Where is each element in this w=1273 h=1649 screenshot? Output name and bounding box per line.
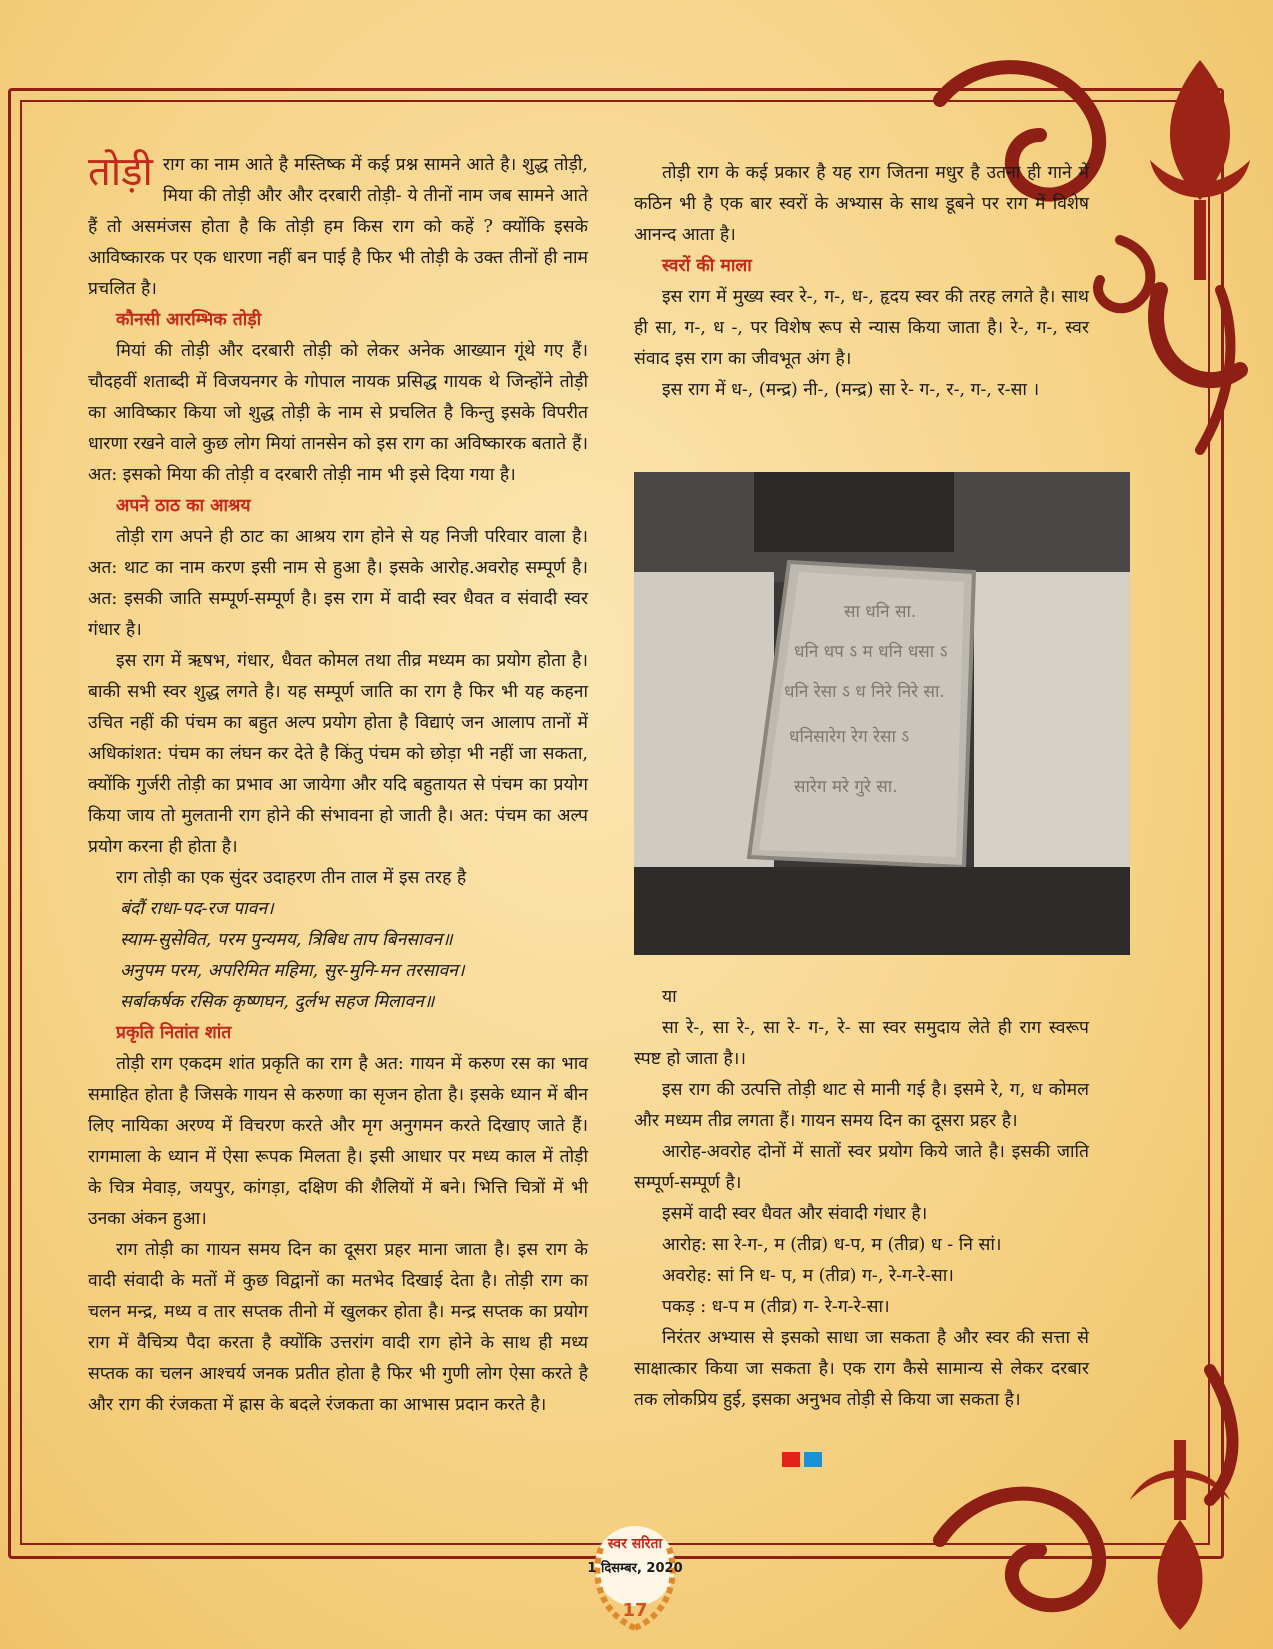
article-end-mark xyxy=(782,1452,826,1471)
paragraph: अवरोह: सां नि ध- प, म (तीव्र) ग-, रे-ग-रे-सा। xyxy=(662,1266,954,1286)
paragraph: इस राग की उत्पत्ति तोड़ी थाट से मानी गई है। इसमे रे, ग, ध कोमल और मध्यम तीव्र लगता हैं। गायन समय दिन का दूसरा प्रहर है। xyxy=(634,1080,1089,1131)
poem-line: स्याम-सुसेवित, परम पुन्यमय, त्रिबिध ताप बिनसावन॥ xyxy=(120,930,453,950)
paragraph: इस राग में ऋषभ, गंधार, धैवत कोमल तथा तीव्र मध्यम का प्रयोग होता है। बाकी सभी स्वर शुद्ध लगते है। यह सम्पूर्ण जाति का राग है फिर भी यह कहना उचित नहीं की पंचम का बहुत अल्प प्रयोग होता है विद्याएं जन आलाप तानों में अधिकांशत: पंचम का लंघन कर देते है किंतु पंचम को छोड़ा भी नहीं जा सकता, क्योंकि गुर्जरी तोड़ी का प्रभाव आ जायेगा और यदि बहुतायत से पंचम का प्रयोग किया जाय तो मुलतानी राग होने की संभावना हो जाती है। अत: पंचम का अल्प प्रयोग करना ही होता है। xyxy=(88,651,588,857)
paragraph: आरोह: सा रे-ग-, म (तीव्र) ध-प, म (तीव्र) ध - नि सां। xyxy=(662,1235,1002,1255)
paragraph: राग तोड़ी का एक सुंदर उदाहरण तीन ताल में इस तरह है xyxy=(116,868,467,888)
paragraph: आरोह-अवरोह दोनों में सातों स्वर प्रयोग किये जाते है। इसकी जाति सम्पूर्ण-सम्पूर्ण है। xyxy=(634,1142,1089,1193)
paragraph: तोड़ी राग के कई प्रकार है यह राग जितना मधुर है उतना ही गाने में कठिन भी है एक बार स्वरों के अभ्यास के साथ डूबने पर राग में विशेष आनन्द आता है। xyxy=(634,163,1089,245)
issue-date: 1 दिसम्बर, 2020 xyxy=(587,1561,683,1576)
paragraph: तोड़ी राग एकदम शांत प्रकृति का राग है अत: गायन में करुण रस का भाव समाहित होता है जिसके गायन से करुणा का सृजन होता है। इसके ध्यान में बीन लिए नायिका अरण्य में विचरण करते और मृग अनुगमन करते दिखाए जाते हैं। रागमाला के ध्यान में ऐसा रूपक मिलता है। इसी आधार पर मध्य काल में तोड़ी के चित्र मेवाड़, जयपुर, कांगड़ा, दक्षिण की शैलियों में बने। भित्ति चित्रों में भी उनका अंकन हुआ। xyxy=(88,1054,588,1229)
poem-line: सर्बाकर्षक रसिक कृष्णघन, दुर्लभ सहज मिलावन॥ xyxy=(120,992,435,1012)
inscription-line: सारेग मरे गुरे सा. xyxy=(794,777,898,797)
poem-line: अनुपम परम, अपरिमित महिमा, सुर-मुनि-मन तरसावन। xyxy=(120,961,465,981)
page-number: 17 xyxy=(622,1600,648,1621)
paragraph: या xyxy=(662,987,677,1007)
paragraph: इस राग में ध-, (मन्द्र) नी-, (मन्द्र) सा रे- ग-, र-, ग-, र-सा । xyxy=(662,380,1040,400)
end-mark-red-square xyxy=(782,1452,800,1467)
paragraph: मियां की तोड़ी और दरबारी तोड़ी को लेकर अनेक आख्यान गूंथे गए हैं। चौदहवीं शताब्दी में विजयनगर के गोपाल नायक प्रसिद्ध गायक थे जिन्होंने तोड़ी का आविष्कार किया जो शुद्ध तोड़ी के नाम से प्रचलित है किन्तु इसके विपरीत धारणा रखने वाले कुछ लोग मियां तानसेन को इस राग का अविष्कारक बताते हैं। अत: इसको मिया की तोड़ी व दरबारी तोड़ी नाम भी इसे दिया गया है। xyxy=(88,341,588,485)
paragraph: इसमें वादी स्वर धैवत और संवादी गंधार है। xyxy=(662,1204,928,1224)
paragraph: तोड़ी राग अपने ही ठाट का आश्रय राग होने से यह निजी परिवार वाला है। अत: थाट का नाम करण इसी नाम से हुआ है। इसके आरोह.अवरोह सम्पूर्ण है। अत: इसकी जाति सम्पूर्ण-सम्पूर्ण है। इस राग में वादी स्वर धैवत व संवादी स्वर गंधार है। xyxy=(88,527,588,640)
article-column-right-top xyxy=(634,158,1089,406)
paragraph: पकड़ : ध-प म (तीव्र) ग- रे-ग-रे-सा। xyxy=(662,1297,890,1317)
section-heading: अपने ठाठ का आश्रय xyxy=(116,496,251,516)
article-column-left xyxy=(88,150,588,1421)
end-mark-blue-square xyxy=(804,1452,822,1467)
inscription-line: धनि धप ऽ म धनि धसा ऽ xyxy=(794,642,948,662)
intro-paragraph xyxy=(88,150,588,305)
inscription-line: धनिसारेग रेग रेसा ऽ xyxy=(789,727,910,747)
article-column-right-bottom xyxy=(634,982,1089,1416)
intro-text: राग का नाम आते है मस्तिष्क में कई प्रश्न सामने आते है। शुद्ध तोड़ी, मिया की तोड़ी और और दरबारी तोड़ी- ये तीनों नाम जब सामने आते हैं तो असमंजस होता है कि तोड़ी हम किस राग को कहें ? क्योंकि इसके आविष्कारक पर एक धारणा नहीं बन पाई है फिर भी तोड़ी के उक्त तीनों ही नाम प्रचलित है। xyxy=(88,155,588,299)
poem-line: बंदौं राधा-पद-रज पावन। xyxy=(120,899,274,919)
inscription-line: धनि रेसा ऽ ध निरे निरे सा. xyxy=(784,682,945,702)
section-heading: कौनसी आरम्भिक तोड़ी xyxy=(116,310,262,330)
section-heading: प्रकृति नितांत शांत xyxy=(116,1023,232,1043)
magazine-name: स्वर सरिता xyxy=(607,1536,663,1552)
paragraph: निरंतर अभ्यास से इसको साधा जा सकता है और स्वर की सत्ता से साक्षात्कार किया जा सकता है। एक राग कैसे सामान्य से लेकर दरबार तक लोकप्रिय हुई, इसका अनुभव तोड़ी से किया जा सकता है। xyxy=(634,1328,1089,1410)
dropcap-title: तोड़ी xyxy=(88,149,153,195)
paragraph: राग तोड़ी का गायन समय दिन का दूसरा प्रहर माना जाता है। इस राग के वादी संवादी के मतों में कुछ विद्वानों का मतभेद दिखाई देता है। तोड़ी राग का चलन मन्द्र, मध्य व तार सप्तक तीनो में खुलकर होता है। मन्द्र सप्तक का प्रयोग राग में वैचित्र्य पैदा करता है क्योंकि उत्तरांग वादी राग होने के साथ ही मध्य सप्तक का चलन आश्चर्य जनक प्रतीत होता है फिर भी गुणी लोग ऐसा करते है और राग की रंजकता में ह्रास के बदले रंजकता का आभास प्रदान करते है। xyxy=(88,1240,588,1415)
inscription-line: सा धनि सा. xyxy=(844,602,917,622)
paragraph: सा रे-, सा रे-, सा रे- ग-, रे- सा स्वर समुदाय लेते ही राग स्वरूप स्पष्ट हो जाता है।। xyxy=(634,1018,1089,1069)
paragraph: इस राग में मुख्य स्वर रे-, ग-, ध-, हृदय स्वर की तरह लगते है। साथ ही सा, ग-, ध -, पर विशेष रूप से न्यास किया जाता है। रे-, ग-, स्वर संवाद इस राग का जीवभूत अंग है। xyxy=(634,287,1089,369)
section-heading: स्वरों की माला xyxy=(662,256,752,276)
stone-inscription-photo xyxy=(634,472,1130,955)
